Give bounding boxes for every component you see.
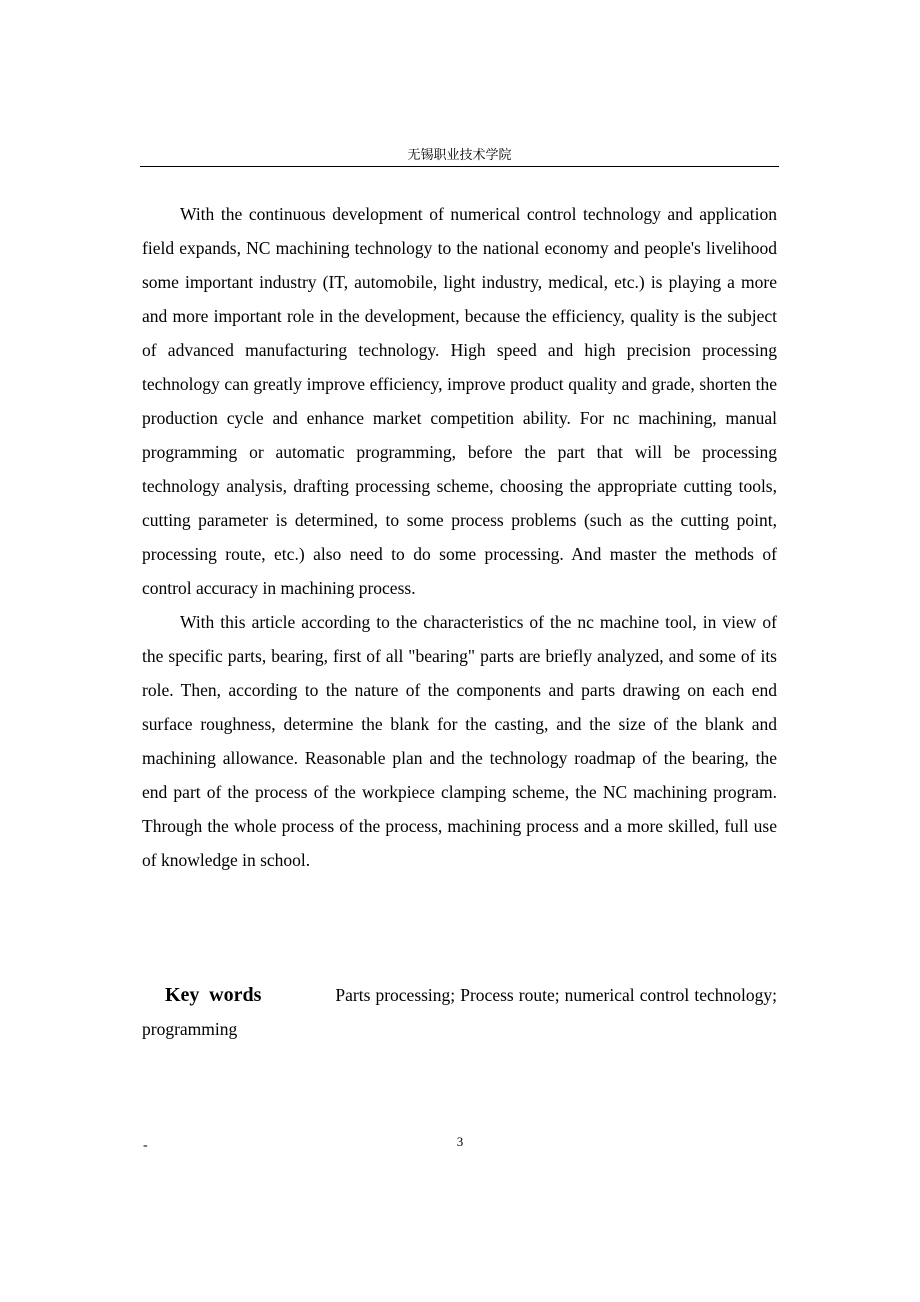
header-rule bbox=[140, 166, 779, 167]
page-number: 3 bbox=[456, 1134, 464, 1149]
keywords-text: Parts processing; Process route; numerical control technology; programming bbox=[142, 985, 791, 1039]
abstract-paragraph-2: With this article according to the characteristics of the nc machine tool, in view of the specific parts, bearing, first of all "bearing" parts are briefly analyzed, and some of its role. Then, according to the nature of the components and parts drawing on each end surface roughness, determine the blank for the casting, and the size of the blank and machining allowance. Reasonable plan and the technology roadmap of the bearing, the end part of the process of the workpiece clamping scheme, the NC machining program. Through the whole process of the process, machining process and a more skilled, full use of knowledge in school. bbox=[142, 612, 777, 870]
page-header: 无锡职业技术学院 bbox=[407, 148, 512, 163]
abstract-body bbox=[142, 197, 777, 877]
abstract-paragraph-1: With the continuous development of numerical control technology and application field expands, NC machining technology to the national economy and people's livelihood some important industry (IT, automobile, light industry, medical, etc.) is playing a more and more important role in the development, because the efficiency, quality is the subject of advanced manufacturing technology. High speed and high precision processing technology can greatly improve efficiency, improve product quality and grade, shorten the production cycle and enhance market competition ability. For nc machining, manual programming or automatic programming, before the part that will be processing technology analysis, drafting processing scheme, choosing the appropriate cutting tools, cutting parameter is determined, to some process problems (such as the cutting point, processing route, etc.) also need to do some processing. And master the methods of control accuracy in machining process. bbox=[142, 204, 777, 598]
keywords-block bbox=[142, 978, 791, 1046]
keywords-label: Key words bbox=[165, 984, 262, 1006]
footer-dash: - bbox=[143, 1138, 148, 1153]
